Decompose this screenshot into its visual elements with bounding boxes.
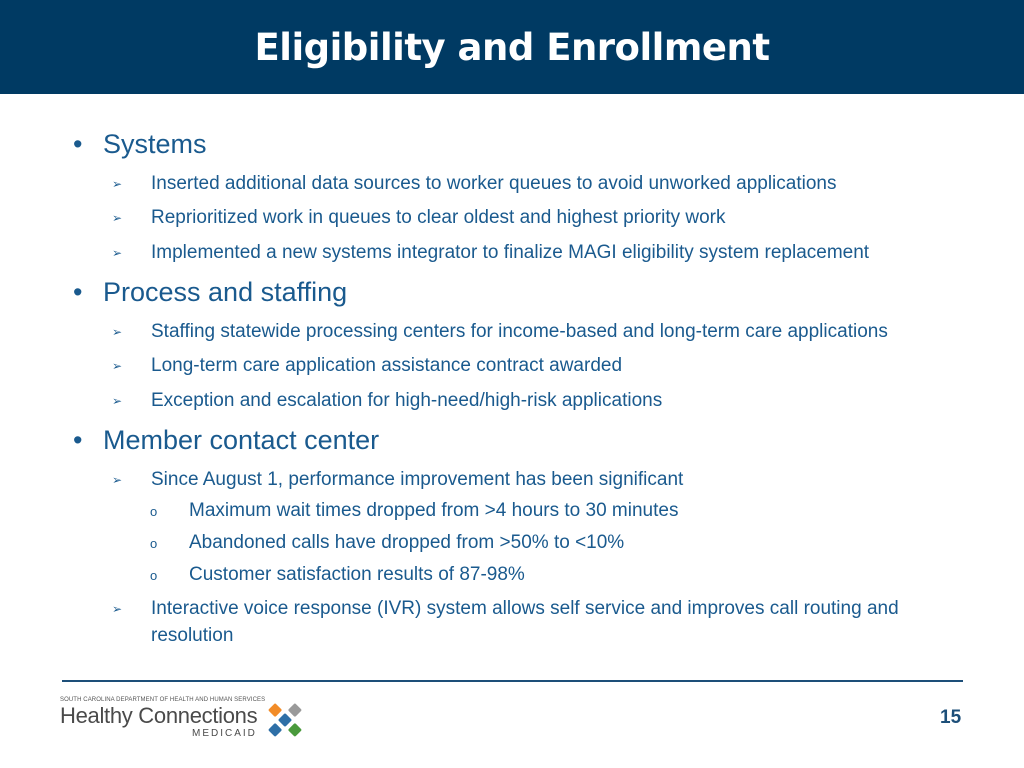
list-item: ➢ Interactive voice response (IVR) system allows self service and improves call routing and resolution xyxy=(112,598,899,646)
list-item: ➢ Staffing statewide processing centers for income-based and long-term care applications xyxy=(112,318,971,345)
sub-list-item: o Abandoned calls have dropped from >50% to <10% xyxy=(150,529,624,556)
list-item: ➢ Reprioritized work in queues to clear oldest and highest priority work xyxy=(112,204,971,231)
arrowhead-icon: ➢ xyxy=(112,602,123,616)
section-heading-member-contact-center: • Member contact center xyxy=(73,425,380,455)
section-heading-systems: • Systems xyxy=(73,129,207,159)
sub-list-item: o Customer satisfaction results of 87-98% xyxy=(150,561,525,588)
list-item: ➢ Exception and escalation for high-need/high-risk applications xyxy=(112,387,971,414)
arrowhead-icon: ➢ xyxy=(112,177,123,191)
arrowhead-icon: ➢ xyxy=(112,211,123,225)
bullet-dot-icon: • xyxy=(73,425,83,455)
footer-divider xyxy=(62,680,963,682)
section-heading-process-staffing: • Process and staffing xyxy=(73,277,348,307)
hollow-circle-icon: o xyxy=(150,504,158,519)
bullet-dot-icon: • xyxy=(73,129,83,159)
arrowhead-icon: ➢ xyxy=(112,246,123,260)
list-item: ➢ Implemented a new systems integrator to finalize MAGI eligibility system replacement xyxy=(112,239,971,266)
list-item: ➢ Since August 1, performance improvement has been significant xyxy=(112,466,971,493)
sub-list-item: o Maximum wait times dropped from >4 hours to 30 minutes xyxy=(150,497,678,524)
page-number: 15 xyxy=(940,707,962,728)
healthy-connections-logo: SOUTH CAROLINA DEPARTMENT OF HEALTH AND HUMAN SERVICES Healthy Connections MEDICAID xyxy=(60,697,310,745)
arrowhead-icon: ➢ xyxy=(112,359,123,373)
list-item: ➢ Inserted additional data sources to worker queues to avoid unworked applications xyxy=(112,170,971,197)
arrowhead-icon: ➢ xyxy=(112,394,123,408)
arrowhead-icon: ➢ xyxy=(112,325,123,339)
hollow-circle-icon: o xyxy=(150,536,158,551)
list-item: ➢ Long-term care application assistance contract awarded xyxy=(112,352,971,379)
logo-mark-icon xyxy=(264,699,306,741)
hollow-circle-icon: o xyxy=(150,568,158,583)
bullet-dot-icon: • xyxy=(73,277,83,307)
slide-title: Eligibility and Enrollment xyxy=(254,25,770,69)
arrowhead-icon: ➢ xyxy=(112,473,123,487)
